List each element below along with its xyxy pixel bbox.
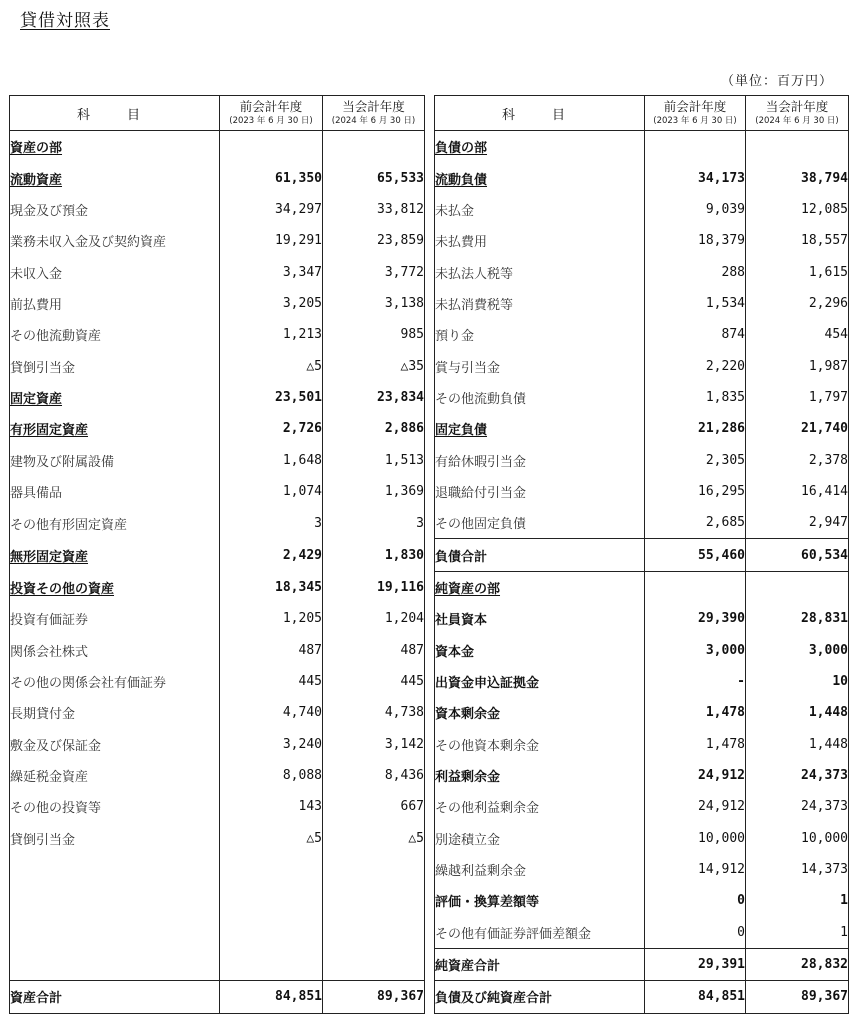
liability-prev-value: 0 xyxy=(645,885,746,916)
liability-prev-value: 10,000 xyxy=(645,823,746,854)
asset-prev-value: 3,347 xyxy=(220,256,323,287)
liability-item-label: 固定負債 xyxy=(435,413,645,444)
liability-prev-value: 1,534 xyxy=(645,288,746,319)
unit-note: （単位：百万円） xyxy=(720,74,833,89)
liability-prev-value: 29,391 xyxy=(645,948,746,980)
table-row xyxy=(10,854,849,885)
asset-curr-value: 4,738 xyxy=(323,697,425,728)
table-row xyxy=(10,225,849,256)
liability-curr-value: 38,794 xyxy=(746,162,849,193)
asset-item-label: 建物及び附属設備 xyxy=(10,444,220,475)
asset-prev-value: 34,297 xyxy=(220,194,323,225)
asset-item-label: 投資有価証券 xyxy=(10,603,220,634)
table-row xyxy=(10,697,849,728)
asset-prev-value: 2,429 xyxy=(220,539,323,571)
total-assets-prev: 84,851 xyxy=(220,981,323,1013)
liability-item-label: 負債合計 xyxy=(435,539,645,571)
asset-item-label: 関係会社株式 xyxy=(10,635,220,666)
liability-curr-value: 1,797 xyxy=(746,382,849,413)
liability-item-label: 純資産合計 xyxy=(435,948,645,980)
asset-prev-value xyxy=(220,885,323,916)
asset-item-label: 前払費用 xyxy=(10,288,220,319)
liability-curr-value: 1,615 xyxy=(746,256,849,287)
liability-curr-value: 14,373 xyxy=(746,854,849,885)
asset-curr-value: 23,859 xyxy=(323,225,425,256)
table-row xyxy=(10,603,849,634)
asset-prev-value: 61,350 xyxy=(220,162,323,193)
header-prev-left: 前会計年度 (2023 年 6 月 30 日) xyxy=(220,96,323,131)
asset-curr-value: 3,138 xyxy=(323,288,425,319)
liability-curr-value: 1 xyxy=(746,885,849,916)
asset-prev-value xyxy=(220,917,323,949)
liability-curr-value: 2,947 xyxy=(746,507,849,539)
liability-item-label: その他有価証券評価差額金 xyxy=(435,917,645,949)
asset-curr-value: 1,369 xyxy=(323,476,425,507)
liability-item-label: 負債の部 xyxy=(435,131,645,163)
liability-curr-value: 16,414 xyxy=(746,476,849,507)
asset-prev-value xyxy=(220,131,323,163)
liability-prev-value xyxy=(645,571,746,603)
asset-prev-value: 487 xyxy=(220,635,323,666)
liability-curr-value: 454 xyxy=(746,319,849,350)
asset-item-label: 固定資産 xyxy=(10,382,220,413)
asset-curr-value xyxy=(323,917,425,949)
asset-prev-value xyxy=(220,854,323,885)
table-row xyxy=(10,729,849,760)
liability-prev-value xyxy=(645,131,746,163)
liability-item-label: 純資産の部 xyxy=(435,571,645,603)
asset-curr-value: 1,204 xyxy=(323,603,425,634)
asset-curr-value xyxy=(323,885,425,916)
total-assets-curr: 89,367 xyxy=(323,981,425,1013)
asset-item-label: 貸倒引当金 xyxy=(10,350,220,381)
liability-item-label: 社員資本 xyxy=(435,603,645,634)
asset-prev-value: 19,291 xyxy=(220,225,323,256)
asset-curr-value: 985 xyxy=(323,319,425,350)
liability-curr-value: 1,448 xyxy=(746,729,849,760)
asset-prev-value xyxy=(220,948,323,980)
table-row xyxy=(10,194,849,225)
liability-curr-value: 12,085 xyxy=(746,194,849,225)
table-row xyxy=(10,476,849,507)
asset-curr-value: 487 xyxy=(323,635,425,666)
asset-curr-value: 19,116 xyxy=(323,571,425,603)
asset-prev-value: △5 xyxy=(220,823,323,854)
balance-sheet-table xyxy=(9,95,849,1014)
asset-curr-value: 445 xyxy=(323,666,425,697)
total-liabilities-equity-curr: 89,367 xyxy=(746,981,849,1013)
liability-item-label: 評価・換算差額等 xyxy=(435,885,645,916)
liability-item-label: 未払金 xyxy=(435,194,645,225)
liability-prev-value: - xyxy=(645,666,746,697)
table-row xyxy=(10,666,849,697)
table-row xyxy=(10,319,849,350)
total-assets-label: 資産合計 xyxy=(10,981,220,1013)
liability-prev-value: 18,379 xyxy=(645,225,746,256)
asset-item-label xyxy=(10,917,220,949)
liability-item-label: 未払法人税等 xyxy=(435,256,645,287)
table-row xyxy=(10,413,849,444)
liability-curr-value: 1,448 xyxy=(746,697,849,728)
liability-item-label: 繰越利益剰余金 xyxy=(435,854,645,885)
liability-curr-value xyxy=(746,571,849,603)
liability-item-label: 出資金申込証拠金 xyxy=(435,666,645,697)
liability-curr-value: 21,740 xyxy=(746,413,849,444)
liability-item-label: 別途積立金 xyxy=(435,823,645,854)
liability-curr-value: 24,373 xyxy=(746,791,849,822)
asset-curr-value: 1,513 xyxy=(323,444,425,475)
liability-prev-value: 2,220 xyxy=(645,350,746,381)
table-row xyxy=(10,131,849,163)
asset-curr-value xyxy=(323,131,425,163)
liability-prev-value: 874 xyxy=(645,319,746,350)
table-row xyxy=(10,288,849,319)
liability-item-label: 利益剰余金 xyxy=(435,760,645,791)
liability-prev-value: 21,286 xyxy=(645,413,746,444)
table-row xyxy=(10,507,849,539)
asset-prev-value: 445 xyxy=(220,666,323,697)
liability-curr-value: 1,987 xyxy=(746,350,849,381)
asset-prev-value: 3,240 xyxy=(220,729,323,760)
table-row xyxy=(10,760,849,791)
table-row xyxy=(10,948,849,980)
asset-item-label: 有形固定資産 xyxy=(10,413,220,444)
liability-curr-value: 2,378 xyxy=(746,444,849,475)
asset-item-label: 繰延税金資産 xyxy=(10,760,220,791)
liability-curr-value: 28,831 xyxy=(746,603,849,634)
asset-prev-value: 1,213 xyxy=(220,319,323,350)
table-row xyxy=(10,350,849,381)
liability-prev-value: 16,295 xyxy=(645,476,746,507)
liability-prev-value: 9,039 xyxy=(645,194,746,225)
asset-curr-value: 33,812 xyxy=(323,194,425,225)
liability-curr-value: 24,373 xyxy=(746,760,849,791)
liability-item-label: その他固定負債 xyxy=(435,507,645,539)
liability-prev-value: 1,478 xyxy=(645,697,746,728)
asset-prev-value: 1,205 xyxy=(220,603,323,634)
asset-prev-value: 3,205 xyxy=(220,288,323,319)
liability-item-label: 流動負債 xyxy=(435,162,645,193)
liability-prev-value: 1,478 xyxy=(645,729,746,760)
asset-item-label: 現金及び預金 xyxy=(10,194,220,225)
liability-item-label: その他資本剰余金 xyxy=(435,729,645,760)
asset-item-label: 敷金及び保証金 xyxy=(10,729,220,760)
liability-curr-value: 28,832 xyxy=(746,948,849,980)
liability-item-label: 賞与引当金 xyxy=(435,350,645,381)
liability-prev-value: 2,685 xyxy=(645,507,746,539)
liability-prev-value: 14,912 xyxy=(645,854,746,885)
liability-item-label: 資本剰余金 xyxy=(435,697,645,728)
asset-item-label xyxy=(10,885,220,916)
asset-item-label: その他有形固定資産 xyxy=(10,507,220,539)
document-title: 貸借対照表 xyxy=(20,11,110,31)
asset-curr-value: △35 xyxy=(323,350,425,381)
asset-item-label: 流動資産 xyxy=(10,162,220,193)
table-row xyxy=(10,382,849,413)
liability-item-label: 未払消費税等 xyxy=(435,288,645,319)
liability-prev-value: 288 xyxy=(645,256,746,287)
asset-prev-value: 4,740 xyxy=(220,697,323,728)
asset-curr-value: △5 xyxy=(323,823,425,854)
liability-item-label: 有給休暇引当金 xyxy=(435,444,645,475)
liability-prev-value: 55,460 xyxy=(645,539,746,571)
asset-curr-value: 667 xyxy=(323,791,425,822)
table-header-row xyxy=(10,96,849,131)
asset-prev-value: 23,501 xyxy=(220,382,323,413)
asset-item-label: 未収入金 xyxy=(10,256,220,287)
asset-prev-value: 1,074 xyxy=(220,476,323,507)
table-row xyxy=(10,635,849,666)
table-row xyxy=(10,791,849,822)
asset-item-label: その他の関係会社有価証券 xyxy=(10,666,220,697)
asset-item-label: 器具備品 xyxy=(10,476,220,507)
asset-curr-value: 3,772 xyxy=(323,256,425,287)
liability-prev-value: 24,912 xyxy=(645,791,746,822)
asset-curr-value: 2,886 xyxy=(323,413,425,444)
liability-item-label: その他利益剰余金 xyxy=(435,791,645,822)
table-row xyxy=(10,162,849,193)
liability-item-label: 未払費用 xyxy=(435,225,645,256)
totals-row xyxy=(10,981,849,1013)
asset-curr-value xyxy=(323,854,425,885)
header-item-right: 科 目 xyxy=(435,96,645,131)
asset-item-label xyxy=(10,854,220,885)
liability-prev-value: 3,000 xyxy=(645,635,746,666)
asset-curr-value: 65,533 xyxy=(323,162,425,193)
asset-curr-value: 23,834 xyxy=(323,382,425,413)
liability-prev-value: 24,912 xyxy=(645,760,746,791)
liability-item-label: 退職給付引当金 xyxy=(435,476,645,507)
liability-curr-value: 18,557 xyxy=(746,225,849,256)
liability-curr-value: 60,534 xyxy=(746,539,849,571)
liability-curr-value: 1 xyxy=(746,917,849,949)
table-row xyxy=(10,256,849,287)
table-row xyxy=(10,539,849,571)
asset-prev-value: 3 xyxy=(220,507,323,539)
liability-prev-value: 0 xyxy=(645,917,746,949)
asset-prev-value: 1,648 xyxy=(220,444,323,475)
total-liabilities-equity-prev: 84,851 xyxy=(645,981,746,1013)
liability-curr-value: 3,000 xyxy=(746,635,849,666)
asset-curr-value: 3 xyxy=(323,507,425,539)
asset-item-label: その他の投資等 xyxy=(10,791,220,822)
asset-item-label: 業務未収入金及び契約資産 xyxy=(10,225,220,256)
liability-prev-value: 29,390 xyxy=(645,603,746,634)
asset-prev-value: 143 xyxy=(220,791,323,822)
total-liabilities-equity-label: 負債及び純資産合計 xyxy=(435,981,645,1013)
header-item-left: 科 目 xyxy=(10,96,220,131)
liability-curr-value: 10 xyxy=(746,666,849,697)
liability-item-label: 預り金 xyxy=(435,319,645,350)
asset-item-label: その他流動資産 xyxy=(10,319,220,350)
asset-prev-value: 18,345 xyxy=(220,571,323,603)
liability-curr-value: 10,000 xyxy=(746,823,849,854)
asset-prev-value: 2,726 xyxy=(220,413,323,444)
liability-curr-value xyxy=(746,131,849,163)
liability-item-label: 資本金 xyxy=(435,635,645,666)
liability-prev-value: 34,173 xyxy=(645,162,746,193)
liability-curr-value: 2,296 xyxy=(746,288,849,319)
asset-curr-value xyxy=(323,948,425,980)
asset-prev-value: 8,088 xyxy=(220,760,323,791)
asset-item-label: 投資その他の資産 xyxy=(10,571,220,603)
header-curr-right: 当会計年度 (2024 年 6 月 30 日) xyxy=(746,96,849,131)
header-curr-left: 当会計年度 (2024 年 6 月 30 日) xyxy=(323,96,425,131)
asset-curr-value: 3,142 xyxy=(323,729,425,760)
asset-item-label: 長期貸付金 xyxy=(10,697,220,728)
table-row xyxy=(10,571,849,603)
asset-curr-value: 8,436 xyxy=(323,760,425,791)
asset-item-label xyxy=(10,948,220,980)
liability-prev-value: 1,835 xyxy=(645,382,746,413)
asset-curr-value: 1,830 xyxy=(323,539,425,571)
header-prev-right: 前会計年度 (2023 年 6 月 30 日) xyxy=(645,96,746,131)
liability-prev-value: 2,305 xyxy=(645,444,746,475)
table-row xyxy=(10,444,849,475)
asset-item-label: 資産の部 xyxy=(10,131,220,163)
table-row xyxy=(10,917,849,949)
table-row xyxy=(10,885,849,916)
liability-item-label: その他流動負債 xyxy=(435,382,645,413)
asset-prev-value: △5 xyxy=(220,350,323,381)
asset-item-label: 無形固定資産 xyxy=(10,539,220,571)
table-row xyxy=(10,823,849,854)
asset-item-label: 貸倒引当金 xyxy=(10,823,220,854)
